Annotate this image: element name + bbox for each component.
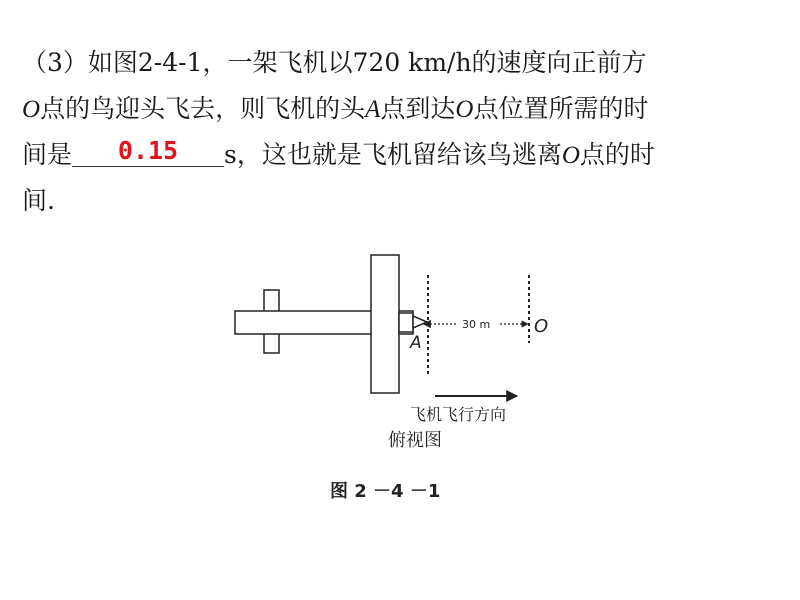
question-line-4: 间.	[22, 186, 55, 215]
question-line-1: （3）如图2-4-1，一架飞机以720 km/h的速度向正前方	[22, 48, 647, 77]
view-label: 俯视图	[388, 430, 442, 451]
nose	[399, 313, 413, 332]
airplane-diagram	[230, 240, 580, 520]
question-text	[22, 40, 782, 224]
flight-direction-label: 飞机飞行方向	[410, 405, 507, 424]
distance-label: 30 m	[462, 318, 491, 331]
question-line-2: O点的鸟迎头飞去，则飞机的头A点到达O点位置所需的时	[22, 94, 649, 123]
airplane-figure	[230, 240, 580, 520]
answer-value: 0.15	[117, 136, 179, 165]
nose-tip	[413, 316, 427, 328]
question-line-3: 间是 0.15 s，这也就是飞机留给该鸟逃离O点的时	[22, 136, 655, 169]
main-wing	[371, 255, 399, 393]
label-a: A	[410, 333, 422, 353]
label-o: O	[534, 316, 549, 337]
answer-blank[interactable]	[72, 136, 224, 167]
figure-caption: 图 2 －4 －1	[330, 481, 441, 502]
